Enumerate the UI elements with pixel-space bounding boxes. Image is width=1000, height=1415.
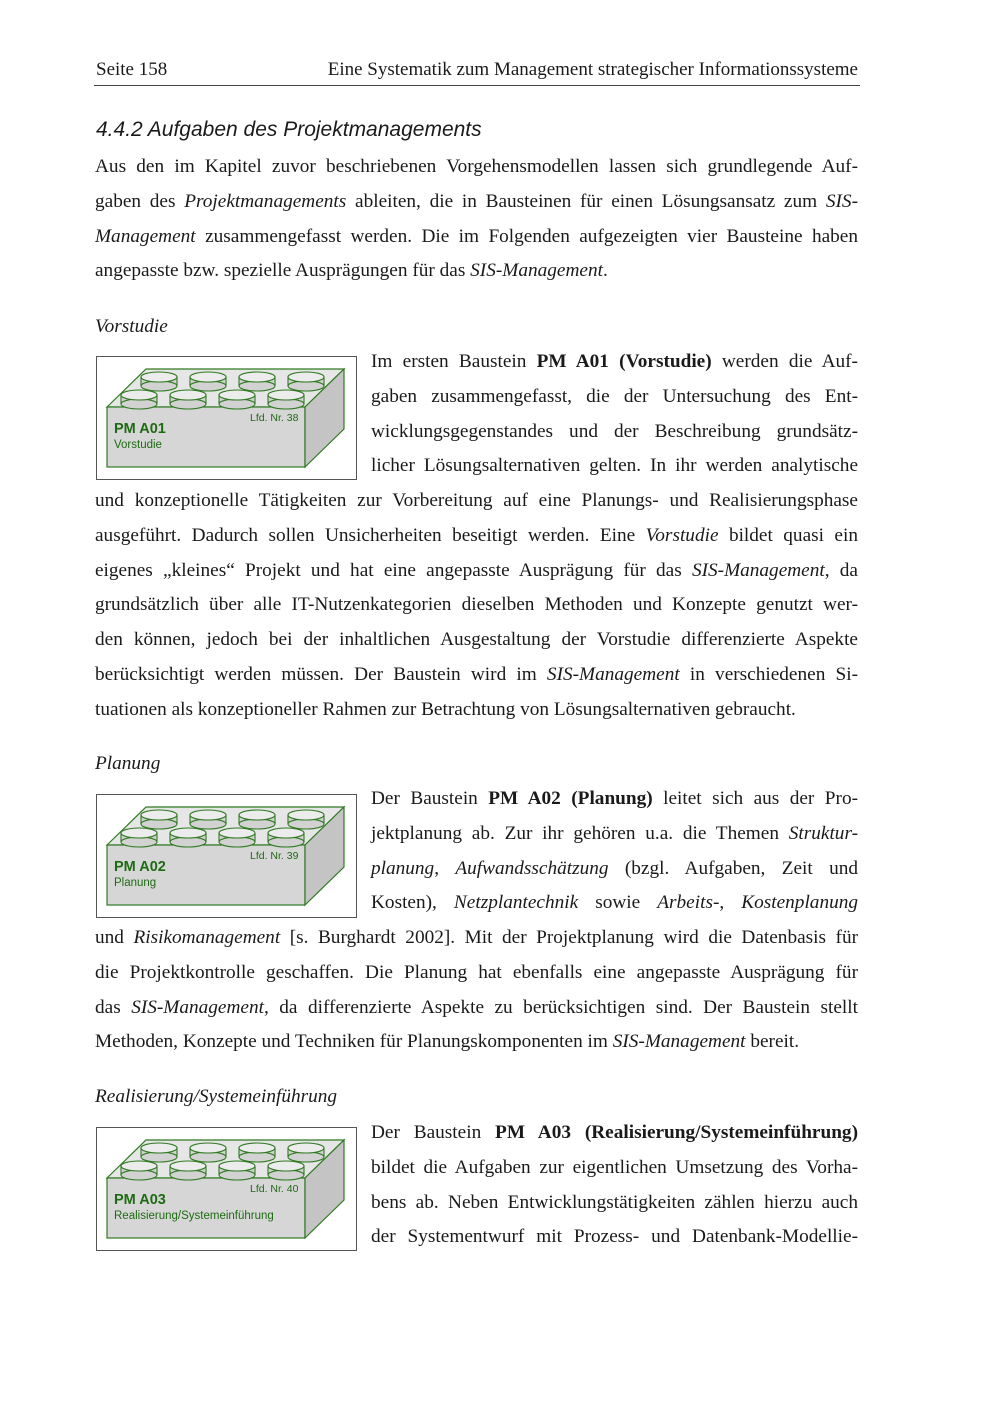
- brick-figure-pm-a02: [96, 794, 357, 918]
- brick-code: PM A02: [114, 859, 166, 875]
- text-line: angepasste bzw. spezielle Ausprägungen für das SIS-Management.: [95, 260, 608, 282]
- text-line: bens ab. Neben Entwicklungstätigkeiten zählen hierzu auch: [371, 1191, 858, 1213]
- brick-stud: [170, 828, 206, 847]
- page-number: Seite 158: [96, 59, 168, 80]
- lego-brick-icon: [97, 795, 356, 917]
- brick-name: Realisierung/Systemeinführung: [114, 1210, 274, 1222]
- text-line: planung, Aufwandsschätzung (bzgl. Aufgaben, Zeit und: [371, 857, 858, 879]
- text-line: Kosten), Netzplantechnik sowie Arbeits-, Kostenplanung: [371, 892, 859, 914]
- brick-figure-pm-a01: [96, 356, 357, 480]
- intro-paragraph: [95, 150, 858, 289]
- brick-stud: [170, 1161, 206, 1180]
- brick-stud: [219, 1161, 255, 1180]
- text-line: Der Baustein PM A03 (Realisierung/Systemeinführung): [371, 1122, 858, 1143]
- text-line: jektplanung ab. Zur ihr gehören u.a. die Themen Struktur-: [371, 822, 858, 844]
- subheading-vorstudie: Vorstudie: [95, 316, 168, 337]
- text-line: licher Lösungsalternativen gelten. In ihr werden analytische: [371, 455, 858, 477]
- running-title: Eine Systematik zum Management strategischer Informationssysteme: [327, 59, 858, 80]
- text-line: eigenes „kleines“ Projekt und hat eine angepasste Ausprägung für das SIS-Management, da: [95, 559, 858, 581]
- brick-number: Lfd. Nr. 40: [250, 1183, 299, 1195]
- text-line: die Projektkontrolle geschaffen. Die Planung hat ebenfalls eine angepasste Ausprägung für: [95, 961, 858, 983]
- paragraph-vorstudie: [95, 484, 858, 728]
- brick-stud: [219, 390, 255, 409]
- brick-stud: [190, 372, 226, 391]
- text-line: Der Baustein PM A02 (Planung) leitet sich aus der Pro-: [371, 788, 859, 809]
- text-line: gaben des Projektmanagements ableiten, die in Bausteinen für einen Lösungsansatz zum SIS-: [95, 190, 858, 212]
- text-line: Aus den im Kapitel zuvor beschriebenen Vorgehensmodellen lassen sich grundlegende Auf-: [95, 156, 858, 177]
- brick-code: PM A01: [114, 421, 166, 437]
- text-line: wicklungsgegenstandes und der Beschreibung grundsätz-: [371, 420, 858, 442]
- brick-stud: [268, 390, 304, 409]
- brick-name: Vorstudie: [114, 439, 162, 451]
- text-line: und Risikomanagement [s. Burghardt 2002]. Mit der Projektplanung wird die Datenbasis für: [95, 927, 859, 948]
- paragraph-vorstudie-wrap: [371, 345, 858, 484]
- text-line: gaben zusammengefasst, die der Untersuchung des Ent-: [371, 385, 858, 407]
- paragraph-planung: [95, 921, 858, 1060]
- text-line: das SIS-Management, da differenzierte Aspekte zu berücksichtigen sind. Der Baustein stellt: [95, 996, 858, 1018]
- page-header: [94, 59, 860, 86]
- text-line: bildet die Aufgaben zur eigentlichen Umsetzung des Vorha-: [371, 1156, 858, 1178]
- lego-brick-icon: [97, 357, 356, 479]
- brick-stud: [121, 390, 157, 409]
- brick-stud: [121, 1161, 157, 1180]
- brick-stud: [239, 1143, 275, 1162]
- text-line: ausgeführt. Dadurch sollen Unsicherheiten beseitigt werden. Eine Vorstudie bildet quasi ein: [95, 524, 858, 546]
- text-line: und konzeptionelle Tätigkeiten zur Vorbereitung auf eine Planungs- und Realisierungsphase: [95, 490, 858, 511]
- text-line: tuationen als konzeptioneller Rahmen zur Betrachtung von Lösungsalternativen gebraucht.: [95, 698, 796, 720]
- brick-name: Planung: [114, 877, 157, 889]
- brick-stud: [141, 1143, 177, 1162]
- brick-stud: [190, 1143, 226, 1162]
- text-line: der Systementwurf mit Prozess- und Datenbank-Modellie-: [371, 1226, 858, 1248]
- brick-stud: [288, 372, 324, 391]
- text-line: Im ersten Baustein PM A01 (Vorstudie) werden die Auf-: [371, 351, 858, 372]
- brick-stud: [288, 810, 324, 829]
- text-line: den können, jedoch bei der inhaltlichen Ausgestaltung der Vorstudie differenzierte Aspekte: [95, 629, 858, 651]
- brick-figure-pm-a03: [96, 1127, 357, 1251]
- brick-stud: [239, 810, 275, 829]
- text-line: Management zusammengefasst werden. Die im Folgenden aufgezeigten vier Bausteine haben: [95, 225, 858, 247]
- lego-brick-icon: [97, 1128, 356, 1250]
- brick-stud: [121, 828, 157, 847]
- brick-number: Lfd. Nr. 38: [250, 412, 299, 424]
- text-line: Methoden, Konzepte und Techniken für Planungskomponenten im SIS-Management bereit.: [95, 1031, 800, 1053]
- subheading-planung: Planung: [95, 753, 161, 774]
- brick-stud: [268, 1161, 304, 1180]
- brick-stud: [141, 372, 177, 391]
- brick-stud: [190, 810, 226, 829]
- subheading-realisierung: Realisierung/Systemeinführung: [95, 1086, 338, 1107]
- brick-stud: [170, 390, 206, 409]
- brick-stud: [141, 810, 177, 829]
- paragraph-planung-wrap: [371, 782, 858, 921]
- brick-number: Lfd. Nr. 39: [250, 850, 299, 862]
- brick-stud: [268, 828, 304, 847]
- brick-stud: [239, 372, 275, 391]
- paragraph-realisierung-wrap: [371, 1116, 858, 1255]
- text-line: berücksichtigt werden müssen. Der Baustein wird im SIS-Management in verschiedenen Si-: [95, 663, 859, 685]
- text-line: grundsätzlich über alle IT-Nutzenkategorien dieselben Methoden und Konzepte genutzt wer-: [95, 594, 858, 616]
- brick-stud: [288, 1143, 324, 1162]
- section-title: 4.4.2 Aufgaben des Projektmanagements: [96, 118, 482, 141]
- brick-code: PM A03: [114, 1192, 166, 1208]
- brick-stud: [219, 828, 255, 847]
